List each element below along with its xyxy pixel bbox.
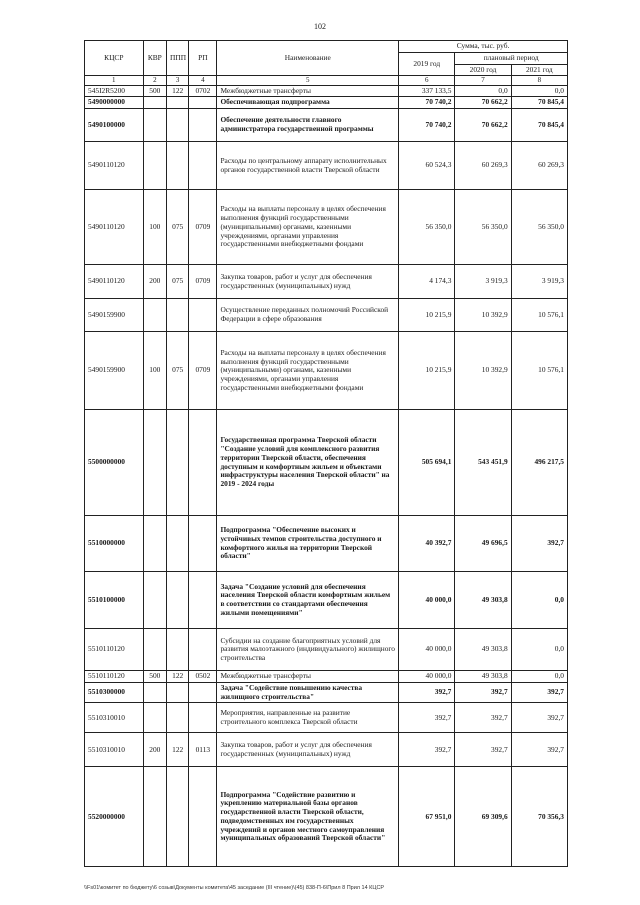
header-kcsr: КЦСР — [85, 41, 144, 76]
ppp-cell — [167, 629, 189, 671]
amount-2019-cell: 392,7 — [399, 703, 455, 733]
kvr-cell — [143, 682, 166, 702]
rp-cell — [189, 516, 217, 572]
table-row — [85, 142, 568, 190]
kvr-cell: 100 — [143, 332, 166, 410]
table-row — [85, 332, 568, 410]
amount-2020-cell: 392,7 — [455, 703, 511, 733]
kvr-cell: 100 — [143, 190, 166, 265]
kvr-cell — [143, 109, 166, 142]
amount-2020-cell: 49 303,8 — [455, 671, 511, 683]
column-index: 2 — [143, 76, 166, 85]
name-cell: Подпрограмма "Обеспечение высоких и устойчивых темпов строительства доступного и комфортного жилья на территории Тверской области" — [217, 516, 399, 572]
amount-2020-cell: 3 919,3 — [455, 265, 511, 299]
table-row — [85, 572, 568, 629]
name-cell: Задача "Создание условий для обеспечения населения Тверской области комфортным жильем в соответствии со стандартами обеспечения жилыми помещениями" — [217, 572, 399, 629]
kcsr-cell: 5490100000 — [85, 109, 144, 142]
ppp-cell — [167, 703, 189, 733]
name-cell: Межбюджетные трансферты — [217, 85, 399, 97]
name-cell: Расходы по центральному аппарату исполнительных органов государственной власти Тверской области — [217, 142, 399, 190]
table-row — [85, 299, 568, 332]
header-year-2019: 2019 год — [399, 53, 455, 76]
kvr-cell — [143, 572, 166, 629]
column-index: 7 — [455, 76, 511, 85]
amount-2020-cell: 49 303,8 — [455, 572, 511, 629]
kcsr-cell: 5490000000 — [85, 97, 144, 109]
table-row — [85, 671, 568, 683]
rp-cell: 0709 — [189, 332, 217, 410]
rp-cell — [189, 299, 217, 332]
amount-2019-cell: 40 000,0 — [399, 671, 455, 683]
kcsr-cell: 5500000000 — [85, 410, 144, 516]
name-cell: Субсидии на создание благоприятных условий для развития малоэтажного (индивидуального) жилищного строительства — [217, 629, 399, 671]
table-row — [85, 265, 568, 299]
table-row — [85, 410, 568, 516]
file-path-footer: \\Fs01\комитет по бюджету\6 созыв\Документы комитета\45 заседание (III чтение)\(45) 838-П-6\Прил 8 Прил 14 КЦСР — [84, 885, 385, 891]
name-cell: Обеспечивающая подпрограмма — [217, 97, 399, 109]
ppp-cell — [167, 516, 189, 572]
kvr-cell — [143, 299, 166, 332]
ppp-cell: 075 — [167, 332, 189, 410]
column-index: 1 — [85, 76, 144, 85]
column-index: 6 — [399, 76, 455, 85]
kcsr-cell: 5510000000 — [85, 516, 144, 572]
amount-2021-cell: 0,0 — [511, 671, 567, 683]
amount-2019-cell: 60 524,3 — [399, 142, 455, 190]
name-cell: Расходы на выплаты персоналу в целях обеспечения выполнения функций государственными (муниципальными) органами, казенными учреждениями, органами управления государственными внебюджетными фондами — [217, 332, 399, 410]
kvr-cell — [143, 410, 166, 516]
table-row — [85, 85, 568, 97]
table-row — [85, 767, 568, 867]
amount-2021-cell: 70 356,3 — [511, 767, 567, 867]
amount-2020-cell: 60 269,3 — [455, 142, 511, 190]
amount-2020-cell: 49 303,8 — [455, 629, 511, 671]
amount-2020-cell: 49 696,5 — [455, 516, 511, 572]
table-row — [85, 733, 568, 767]
amount-2021-cell: 496 217,5 — [511, 410, 567, 516]
kvr-cell — [143, 767, 166, 867]
ppp-cell — [167, 142, 189, 190]
amount-2019-cell: 56 350,0 — [399, 190, 455, 265]
ppp-cell — [167, 109, 189, 142]
name-cell: Закупка товаров, работ и услуг для обеспечения государственных (муниципальных) нужд — [217, 733, 399, 767]
amount-2021-cell: 56 350,0 — [511, 190, 567, 265]
column-index: 5 — [217, 76, 399, 85]
name-cell: Задача "Содействие повышению качества жилищного строительства" — [217, 682, 399, 702]
amount-2019-cell: 337 133,5 — [399, 85, 455, 97]
amount-2021-cell: 70 845,4 — [511, 109, 567, 142]
amount-2020-cell: 543 451,9 — [455, 410, 511, 516]
ppp-cell — [167, 572, 189, 629]
amount-2020-cell: 69 309,6 — [455, 767, 511, 867]
header-name: Наименование — [217, 41, 399, 76]
amount-2021-cell: 392,7 — [511, 703, 567, 733]
amount-2019-cell: 70 740,2 — [399, 97, 455, 109]
header-kvr: КВР — [143, 41, 166, 76]
header-rp: РП — [189, 41, 217, 76]
name-cell: Расходы на выплаты персоналу в целях обеспечения выполнения функций государственными (муниципальными) органами, казенными учреждениями, органами управления государственными внебюджетными фондами — [217, 190, 399, 265]
table-row — [85, 629, 568, 671]
amount-2020-cell: 392,7 — [455, 733, 511, 767]
column-index: 3 — [167, 76, 189, 85]
amount-2021-cell: 3 919,3 — [511, 265, 567, 299]
amount-2019-cell: 40 000,0 — [399, 629, 455, 671]
rp-cell — [189, 97, 217, 109]
amount-2021-cell: 0,0 — [511, 85, 567, 97]
name-cell: Подпрограмма "Содействие развитию и укреплению материальной базы органов государственной власти Тверской области, подведомственных им государственных учреждений и органов местного самоуправления муниципальных образований Тверской области" — [217, 767, 399, 867]
amount-2020-cell: 56 350,0 — [455, 190, 511, 265]
rp-cell: 0709 — [189, 265, 217, 299]
name-cell: Государственная программа Тверской области "Создание условий для комплексного развития территории Тверской области, обеспечения доступным и комфортным жильем и объектами инфраструктуры населения Тверской области" на 2019 - 2024 годы — [217, 410, 399, 516]
amount-2019-cell: 10 215,9 — [399, 299, 455, 332]
header-sum: Сумма, тыс. руб. — [399, 41, 568, 53]
amount-2021-cell: 0,0 — [511, 629, 567, 671]
rp-cell: 0702 — [189, 85, 217, 97]
amount-2019-cell: 67 951,0 — [399, 767, 455, 867]
kcsr-cell: 5490110120 — [85, 190, 144, 265]
name-cell: Мероприятия, направленные на развитие строительного комплекса Тверской области — [217, 703, 399, 733]
amount-2021-cell: 392,7 — [511, 516, 567, 572]
table-row — [85, 97, 568, 109]
amount-2020-cell: 10 392,9 — [455, 332, 511, 410]
amount-2019-cell: 4 174,3 — [399, 265, 455, 299]
ppp-cell — [167, 97, 189, 109]
kcsr-cell: 5490159900 — [85, 332, 144, 410]
amount-2021-cell: 70 845,4 — [511, 97, 567, 109]
ppp-cell — [167, 682, 189, 702]
rp-cell — [189, 142, 217, 190]
kvr-cell — [143, 97, 166, 109]
amount-2019-cell: 505 694,1 — [399, 410, 455, 516]
amount-2019-cell: 392,7 — [399, 682, 455, 702]
kvr-cell: 200 — [143, 265, 166, 299]
page-number: 102 — [314, 22, 326, 31]
rp-cell — [189, 703, 217, 733]
table-row — [85, 682, 568, 702]
amount-2019-cell: 40 392,7 — [399, 516, 455, 572]
ppp-cell — [167, 767, 189, 867]
kcsr-cell: 5490110120 — [85, 142, 144, 190]
amount-2019-cell: 392,7 — [399, 733, 455, 767]
kcsr-cell: 5520000000 — [85, 767, 144, 867]
rp-cell — [189, 109, 217, 142]
kcsr-cell: 5510110120 — [85, 629, 144, 671]
amount-2020-cell: 10 392,9 — [455, 299, 511, 332]
amount-2021-cell: 392,7 — [511, 733, 567, 767]
rp-cell — [189, 682, 217, 702]
name-cell: Обеспечение деятельности главного администратора государственной программы — [217, 109, 399, 142]
amount-2021-cell: 0,0 — [511, 572, 567, 629]
ppp-cell — [167, 299, 189, 332]
kcsr-cell: 5510310010 — [85, 733, 144, 767]
column-index: 4 — [189, 76, 217, 85]
amount-2021-cell: 392,7 — [511, 682, 567, 702]
ppp-cell — [167, 410, 189, 516]
ppp-cell: 122 — [167, 671, 189, 683]
header-year-2021: 2021 год — [511, 64, 567, 76]
kcsr-cell: 5510110120 — [85, 671, 144, 683]
kcsr-cell: 5490159900 — [85, 299, 144, 332]
name-cell: Межбюджетные трансферты — [217, 671, 399, 683]
kcsr-cell: 5510300000 — [85, 682, 144, 702]
header-planned-period: плановый период — [455, 53, 568, 65]
kcsr-cell: 545I2R5200 — [85, 85, 144, 97]
table-row — [85, 516, 568, 572]
rp-cell: 0113 — [189, 733, 217, 767]
table-row — [85, 703, 568, 733]
amount-2019-cell: 40 000,0 — [399, 572, 455, 629]
rp-cell — [189, 572, 217, 629]
amount-2020-cell: 70 662,2 — [455, 109, 511, 142]
kcsr-cell: 5510310010 — [85, 703, 144, 733]
rp-cell — [189, 767, 217, 867]
table-row — [85, 109, 568, 142]
rp-cell: 0709 — [189, 190, 217, 265]
rp-cell: 0502 — [189, 671, 217, 683]
ppp-cell: 122 — [167, 733, 189, 767]
column-index-row — [85, 76, 568, 85]
amount-2020-cell: 0,0 — [455, 85, 511, 97]
name-cell: Осуществление переданных полномочий Российской Федерации в сфере образования — [217, 299, 399, 332]
kvr-cell — [143, 703, 166, 733]
amount-2021-cell: 10 576,1 — [511, 299, 567, 332]
kvr-cell: 500 — [143, 85, 166, 97]
rp-cell — [189, 410, 217, 516]
budget-table — [84, 40, 568, 867]
header-year-2020: 2020 год — [455, 64, 511, 76]
amount-2021-cell: 10 576,1 — [511, 332, 567, 410]
kvr-cell: 500 — [143, 671, 166, 683]
kvr-cell — [143, 629, 166, 671]
amount-2020-cell: 70 662,2 — [455, 97, 511, 109]
table-row — [85, 190, 568, 265]
kvr-cell: 200 — [143, 733, 166, 767]
column-index: 8 — [511, 76, 567, 85]
rp-cell — [189, 629, 217, 671]
header-ppp: ППП — [167, 41, 189, 76]
kcsr-cell: 5510100000 — [85, 572, 144, 629]
ppp-cell: 075 — [167, 265, 189, 299]
amount-2021-cell: 60 269,3 — [511, 142, 567, 190]
amount-2019-cell: 10 215,9 — [399, 332, 455, 410]
kvr-cell — [143, 516, 166, 572]
kcsr-cell: 5490110120 — [85, 265, 144, 299]
name-cell: Закупка товаров, работ и услуг для обеспечения государственных (муниципальных) нужд — [217, 265, 399, 299]
ppp-cell: 122 — [167, 85, 189, 97]
kvr-cell — [143, 142, 166, 190]
table-body — [85, 76, 568, 867]
amount-2019-cell: 70 740,2 — [399, 109, 455, 142]
amount-2020-cell: 392,7 — [455, 682, 511, 702]
ppp-cell: 075 — [167, 190, 189, 265]
